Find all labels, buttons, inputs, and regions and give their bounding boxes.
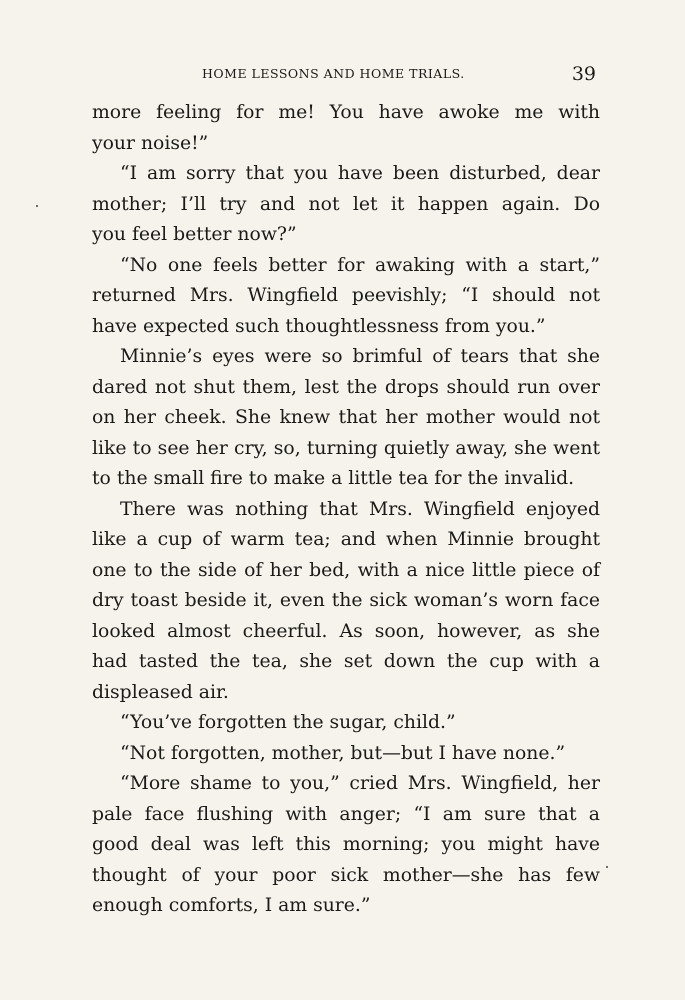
text-line: good deal was left this morning; you might have xyxy=(92,834,600,855)
text-line: “Not forgotten, mother, but—but I have none.” xyxy=(120,742,566,764)
text-line: have expected such thoughtlessness from you.” xyxy=(92,315,546,337)
text-line: dared not shut them, lest the drops should run over xyxy=(92,376,600,398)
text-line: “You’ve forgotten the sugar, child.” xyxy=(120,712,456,733)
body-text xyxy=(92,98,600,922)
running-head xyxy=(92,63,600,86)
text-line: looked almost cheerful. As soon, however, as she xyxy=(92,620,600,642)
text-line: had tasted the tea, she set down the cup with a xyxy=(92,651,600,672)
text-line: pale face flushing with anger; “I am sure that a xyxy=(92,803,600,825)
text-line: mother; I’ll try and not let it happen again. Do xyxy=(92,193,600,215)
text-line: more feeling for me! You have awoke me with xyxy=(92,102,600,123)
text-line: like to see her cry, so, turning quietly away, she went xyxy=(92,437,600,459)
text-line: like a cup of warm tea; and when Minnie brought xyxy=(92,529,600,550)
text-line: on her cheek. She knew that her mother would not xyxy=(92,407,600,428)
text-line: you feel better now?” xyxy=(92,224,297,245)
page-number: 39 xyxy=(571,63,596,85)
text-line: “More shame to you,” cried Mrs. Wingfield, her xyxy=(120,773,600,794)
text-line: “No one feels better for awaking with a start,” xyxy=(120,254,600,276)
text-line: “I am sorry that you have been disturbed, dear xyxy=(120,163,600,184)
text-line: There was nothing that Mrs. Wingfield enjoyed xyxy=(120,498,600,520)
paper-speck xyxy=(606,866,608,868)
text-line: your noise!” xyxy=(92,132,209,154)
text-line: displeased air. xyxy=(92,681,229,703)
text-line: returned Mrs. Wingfield peevishly; “I should not xyxy=(92,285,600,306)
running-title: HOME LESSONS AND HOME TRIALS. xyxy=(202,66,465,81)
text-line: dry toast beside it, even the sick woman’s worn face xyxy=(92,590,600,611)
text-line: to the small fire to make a little tea for the invalid. xyxy=(92,468,575,489)
paper-speck xyxy=(36,205,38,207)
text-line: thought of your poor sick mother—she has few xyxy=(92,864,600,886)
text-line: Minnie’s eyes were so brimful of tears that she xyxy=(120,346,600,367)
text-line: enough comforts, I am sure.” xyxy=(92,895,371,916)
text-line: one to the side of her bed, with a nice little piece of xyxy=(92,559,600,581)
